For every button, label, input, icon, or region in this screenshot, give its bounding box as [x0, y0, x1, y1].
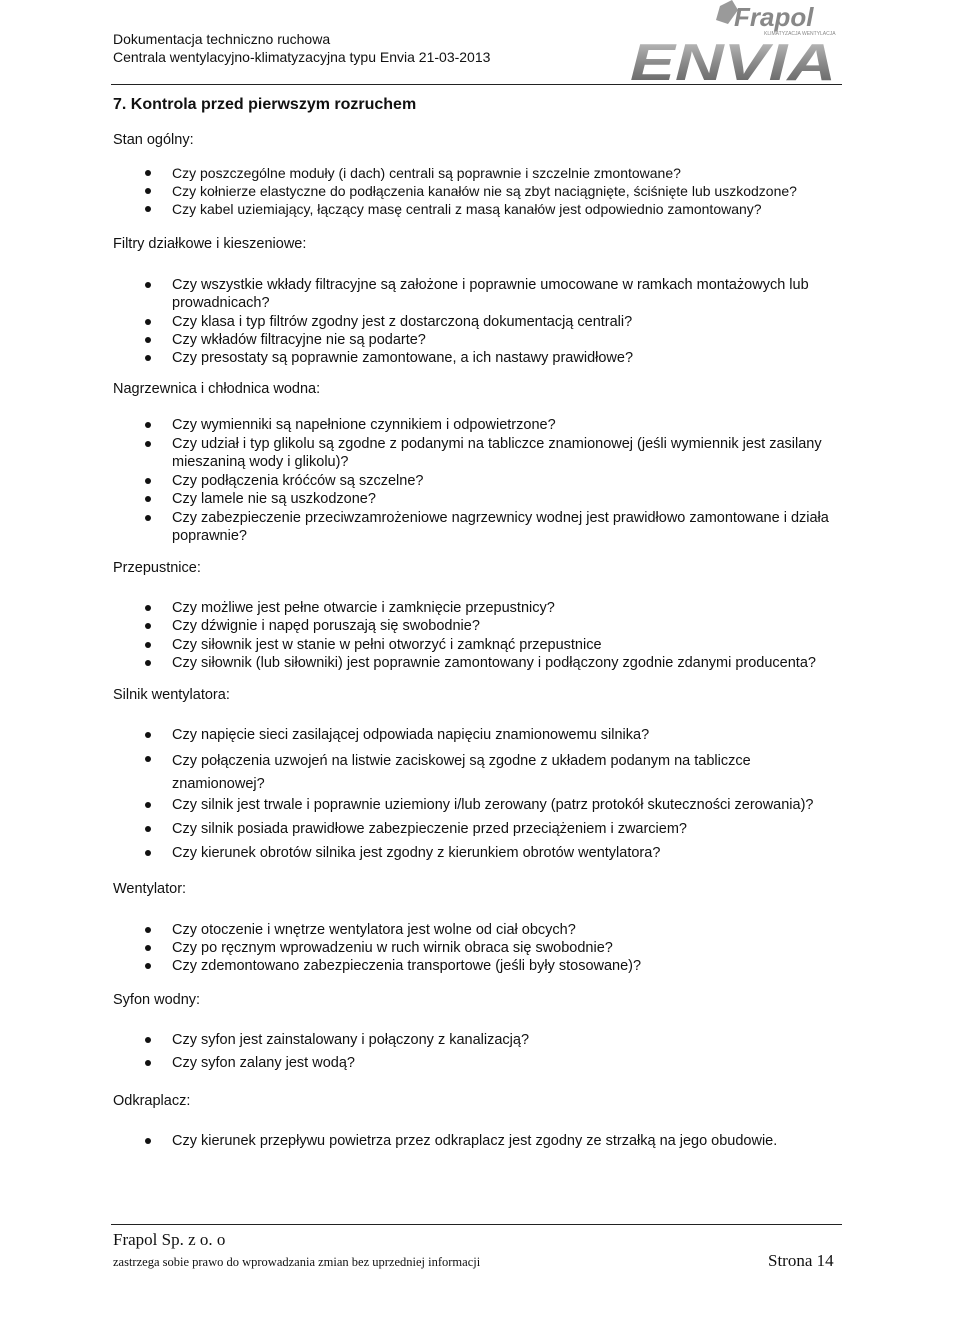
checklist-item: Czy kabel uziemiający, łączący masę centrali z masą kanałów jest odpowiednio zamontowany? — [172, 200, 852, 218]
checklist-item: Czy po ręcznym wprowadzeniu w ruch wirnik obraca się swobodnie? — [172, 939, 852, 957]
logo-product-text: ENVIA — [630, 34, 836, 82]
section-title: 7. Kontrola przed pierwszym rozruchem — [113, 96, 417, 113]
checklist-item: Czy kierunek obrotów silnika jest zgodny z kierunkiem obrotów wentylatora? — [172, 844, 852, 862]
header-doc-title: Dokumentacja techniczno ruchowa — [113, 31, 331, 47]
footer-divider — [111, 1224, 842, 1225]
header-doc-subtitle: Centrala wentylacyjno-klimatyzacyjna typu Envia 21-03-2013 — [113, 49, 491, 65]
section-label-eliminator: Odkraplacz: — [113, 1093, 191, 1109]
checklist-item: Czy silnik jest trwale i poprawnie uziemiony i/lub zerowany (patrz protokół skuteczności zerowania)? — [172, 796, 862, 814]
checklist-item: Czy wymienniki są napełnione czynnikiem i odpowietrzone? — [172, 416, 852, 434]
checklist-item: Czy otoczenie i wnętrze wentylatora jest wolne od ciał obcych? — [172, 921, 852, 939]
checklist-item: Czy kołnierze elastyczne do podłączenia kanałów nie są zbyt naciągnięte, ściśnięte lub uszkodzone? — [172, 182, 852, 200]
checklist-item: Czy klasa i typ filtrów zgodny jest z dostarczoną dokumentacją centrali? — [172, 313, 852, 331]
checklist-item: Czy wkładów filtracyjne nie są podarte? — [172, 331, 852, 349]
footer-company: Frapol Sp. z o. o — [113, 1230, 226, 1249]
checklist-item: Czy silnik posiada prawidłowe zabezpieczenie przed przeciążeniem i zwarciem? — [172, 820, 852, 838]
page-number: Strona 14 — [768, 1251, 834, 1270]
checklist-item: Czy kierunek przepływu powietrza przez odkraplacz jest zgodny ze strzałką na jego obudowie. — [172, 1132, 862, 1150]
header-divider — [111, 84, 842, 85]
checklist-item: Czy dźwignie i napęd poruszają się swobodnie? — [172, 617, 852, 635]
section-label-filters: Filtry działkowe i kieszeniowe: — [113, 236, 307, 252]
section-label-general: Stan ogólny: — [113, 132, 194, 148]
section-label-fan: Wentylator: — [113, 881, 187, 897]
checklist-item: Czy napięcie sieci zasilającej odpowiada napięciu znamionowemu silnika? — [172, 726, 852, 744]
frapol-envia-logo — [628, 0, 843, 82]
checklist-item: Czy możliwe jest pełne otwarcie i zamknięcie przepustnicy? — [172, 599, 852, 617]
footer-disclaimer: zastrzega sobie prawo do wprowadzania zmian bez uprzedniej informacji — [113, 1255, 481, 1269]
checklist-item: Czy udział i typ glikolu są zgodne z podanymi na tabliczce znamionowej (jeśli wymiennik jest zasilany mieszaniną wody i glikolu)? — [172, 435, 852, 471]
section-label-dampers: Przepustnice: — [113, 560, 201, 576]
checklist-item: Czy presostaty są poprawnie zamontowane, a ich nastawy prawidłowe? — [172, 349, 852, 367]
checklist-item: Czy wszystkie wkłady filtracyjne są założone i poprawnie umocowane w ramkach montażowych lub prowadnicach? — [172, 276, 852, 312]
logo-tagline: KLIMATYZACJA WENTYLACJA — [764, 31, 836, 37]
checklist-item: Czy syfon zalany jest wodą? — [172, 1054, 852, 1072]
checklist-item: Czy zabezpieczenie przeciwzamrożeniowe nagrzewnicy wodnej jest prawidłowo zamontowane i działa poprawnie? — [172, 509, 852, 545]
checklist-item: Czy poszczególne moduły (i dach) centrali są poprawnie i szczelnie zmontowane? — [172, 164, 852, 182]
logo-brand-text: Frapol — [734, 2, 814, 32]
checklist-item: Czy syfon jest zainstalowany i połączony z kanalizacją? — [172, 1031, 852, 1049]
checklist-item: Czy połączenia uzwojeń na listwie zaciskowej są zgodne z układem podanym na tabliczce znamionowej? — [172, 750, 792, 796]
section-label-motor: Silnik wentylatora: — [113, 687, 230, 703]
checklist-item: Czy siłownik jest w stanie w pełni otworzyć i zamknąć przepustnice — [172, 636, 852, 654]
checklist-item: Czy lamele nie są uszkodzone? — [172, 490, 852, 508]
section-label-siphon: Syfon wodny: — [113, 992, 201, 1008]
section-label-heater: Nagrzewnica i chłodnica wodna: — [113, 381, 321, 397]
checklist-item: Czy podłączenia króćców są szczelne? — [172, 472, 852, 490]
document-header — [113, 30, 490, 66]
checklist-item: Czy zdemontowano zabezpieczenia transportowe (jeśli były stosowane)? — [172, 957, 852, 975]
checklist-item: Czy siłownik (lub siłowniki) jest poprawnie zamontowany i podłączony zgodnie zdanymi producenta? — [172, 654, 862, 672]
